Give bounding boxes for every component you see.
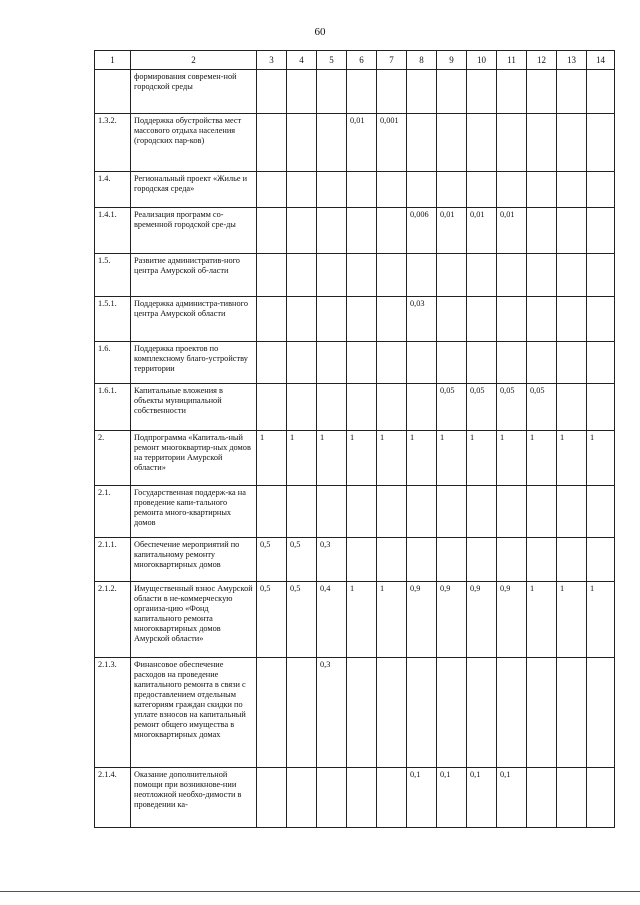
value-cell [497,658,527,768]
value-cell [437,342,467,384]
value-cell [407,70,437,114]
value-cell: 1 [437,431,467,486]
column-header: 12 [527,51,557,70]
value-cell: 1 [377,431,407,486]
value-cell [257,70,287,114]
value-cell [257,384,287,431]
row-code: 2. [95,431,131,486]
value-cell [377,768,407,828]
value-cell [437,658,467,768]
value-cell [527,297,557,342]
value-cell [347,297,377,342]
value-cell [347,342,377,384]
value-cell [287,172,317,208]
value-cell: 0,03 [407,297,437,342]
row-code: 1.5.1. [95,297,131,342]
value-cell [317,297,347,342]
value-cell: 0,3 [317,658,347,768]
value-cell: 1 [557,431,587,486]
value-cell [497,254,527,297]
value-cell [557,297,587,342]
column-header: 9 [437,51,467,70]
value-cell [587,342,615,384]
value-cell [557,486,587,538]
row-name: Обеспечение мероприятий по капитальному ремонту многоквартирных домов [131,538,257,582]
value-cell [527,172,557,208]
value-cell [527,538,557,582]
value-cell [587,768,615,828]
table-row [95,208,615,254]
value-cell [557,342,587,384]
value-cell [497,297,527,342]
value-cell [527,658,557,768]
value-cell [587,384,615,431]
value-cell [587,114,615,172]
value-cell [377,208,407,254]
value-cell [347,538,377,582]
value-cell [527,70,557,114]
row-name: формирования современ-ной городской среды [131,70,257,114]
value-cell [377,342,407,384]
value-cell [437,114,467,172]
value-cell [377,538,407,582]
value-cell [347,254,377,297]
value-cell [587,538,615,582]
bottom-rule [0,891,640,892]
value-cell [557,384,587,431]
value-cell [377,297,407,342]
row-code: 2.1. [95,486,131,538]
table-row [95,384,615,431]
value-cell [557,768,587,828]
value-cell [287,342,317,384]
value-cell [257,208,287,254]
value-cell [317,254,347,297]
row-code: 1.6. [95,342,131,384]
row-name: Финансовое обеспечение расходов на проведение капитального ремонта в связи с предоставлением отдельным категориям граждан скидки по уплате взносов на капитальный ремонт общего имущества в многоквартирных домах [131,658,257,768]
value-cell: 0,9 [407,582,437,658]
row-code: 1.6.1. [95,384,131,431]
value-cell [587,254,615,297]
value-cell [437,538,467,582]
value-cell [527,114,557,172]
value-cell [377,172,407,208]
row-code: 1.4. [95,172,131,208]
table-body [95,70,615,828]
column-header: 2 [131,51,257,70]
column-header: 11 [497,51,527,70]
value-cell: 0,5 [287,538,317,582]
row-name: Подпрограмма «Капиталь-ный ремонт многоквартир-ных домов на территории Амурской области» [131,431,257,486]
table-row [95,254,615,297]
table-row [95,582,615,658]
value-cell [497,538,527,582]
row-name: Развитие административ-ного центра Амурской об-ласти [131,254,257,297]
header-row [95,51,615,70]
value-cell [287,384,317,431]
value-cell: 0,9 [467,582,497,658]
value-cell [497,486,527,538]
value-cell [287,658,317,768]
value-cell [287,254,317,297]
value-cell: 1 [497,431,527,486]
value-cell [527,254,557,297]
value-cell [257,658,287,768]
value-cell [317,172,347,208]
value-cell [527,486,557,538]
value-cell [587,208,615,254]
table-row [95,658,615,768]
value-cell [467,342,497,384]
value-cell [407,486,437,538]
value-cell [347,384,377,431]
value-cell [467,658,497,768]
column-header: 7 [377,51,407,70]
table-row [95,114,615,172]
value-cell [467,297,497,342]
value-cell [557,658,587,768]
value-cell: 0,3 [317,538,347,582]
row-name: Региональный проект «Жилье и городская среда» [131,172,257,208]
value-cell [557,70,587,114]
value-cell [347,768,377,828]
value-cell [377,658,407,768]
column-header: 5 [317,51,347,70]
value-cell: 0,01 [497,208,527,254]
value-cell [407,342,437,384]
value-cell: 1 [587,582,615,658]
value-cell [317,208,347,254]
column-header: 13 [557,51,587,70]
value-cell [587,172,615,208]
value-cell [467,114,497,172]
value-cell: 1 [407,431,437,486]
value-cell: 0,01 [347,114,377,172]
value-cell [557,172,587,208]
row-name: Имущественный взнос Амурской области в не-коммерческую организа-цию «Фонд капитального ремонта многоквартирных домов Амурской области» [131,582,257,658]
row-code: 1.5. [95,254,131,297]
page-number: 60 [314,26,326,38]
row-name: Оказание дополнительной помощи при возникнове-нии неотложной необхо-димости в проведении ка- [131,768,257,828]
value-cell: 0,1 [407,768,437,828]
value-cell: 1 [317,431,347,486]
value-cell [557,208,587,254]
row-code [95,70,131,114]
value-cell: 1 [347,582,377,658]
value-cell: 1 [527,431,557,486]
value-cell: 0,01 [467,208,497,254]
table-row [95,297,615,342]
value-cell [377,384,407,431]
value-cell [437,486,467,538]
value-cell [257,297,287,342]
row-name: Поддержка обустройства мест массового отдыха населения (городских пар-ков) [131,114,257,172]
value-cell [407,538,437,582]
row-name: Поддержка администра-тивного центра Амурской области [131,297,257,342]
value-cell [257,486,287,538]
table-row [95,431,615,486]
row-code: 2.1.2. [95,582,131,658]
value-cell [347,172,377,208]
value-cell [347,70,377,114]
value-cell [257,254,287,297]
value-cell [407,254,437,297]
row-name: Поддержка проектов по комплексному благо-устройству территории [131,342,257,384]
row-code: 1.4.1. [95,208,131,254]
value-cell: 0,9 [437,582,467,658]
value-cell: 0,1 [437,768,467,828]
value-cell [287,486,317,538]
value-cell [437,70,467,114]
column-header: 6 [347,51,377,70]
table-row [95,486,615,538]
row-name: Реализация программ со-временной городской сре-ды [131,208,257,254]
value-cell: 0,9 [497,582,527,658]
row-name: Капитальные вложения в объекты муниципальной собственности [131,384,257,431]
value-cell: 1 [557,582,587,658]
value-cell: 1 [377,582,407,658]
value-cell [257,172,287,208]
value-cell: 0,05 [467,384,497,431]
value-cell [587,297,615,342]
value-cell [407,114,437,172]
value-cell [557,114,587,172]
value-cell [377,486,407,538]
value-cell: 0,5 [287,582,317,658]
value-cell [467,486,497,538]
value-cell [317,342,347,384]
value-cell: 0,05 [497,384,527,431]
value-cell [437,254,467,297]
value-cell [467,254,497,297]
value-cell: 0,001 [377,114,407,172]
value-cell [317,768,347,828]
value-cell [407,172,437,208]
table-row [95,538,615,582]
value-cell: 1 [527,582,557,658]
value-cell [527,768,557,828]
value-cell [287,114,317,172]
value-cell [317,486,347,538]
value-cell [587,486,615,538]
value-cell: 0,1 [497,768,527,828]
indicator-table [94,50,615,828]
value-cell [257,114,287,172]
value-cell: 1 [287,431,317,486]
value-cell [587,70,615,114]
row-code: 1.3.2. [95,114,131,172]
value-cell [317,114,347,172]
value-cell [497,70,527,114]
column-header: 14 [587,51,615,70]
table-row [95,342,615,384]
value-cell [347,658,377,768]
value-cell: 0,01 [437,208,467,254]
row-code: 2.1.1. [95,538,131,582]
value-cell [557,538,587,582]
row-code: 2.1.3. [95,658,131,768]
column-header: 4 [287,51,317,70]
value-cell [347,208,377,254]
value-cell [257,342,287,384]
value-cell [377,70,407,114]
table-row [95,172,615,208]
value-cell [587,658,615,768]
value-cell: 0,05 [527,384,557,431]
row-code: 2.1.4. [95,768,131,828]
value-cell [437,297,467,342]
value-cell [467,538,497,582]
value-cell [317,70,347,114]
value-cell [407,658,437,768]
column-header: 3 [257,51,287,70]
value-cell [287,768,317,828]
table-row [95,70,615,114]
value-cell [467,70,497,114]
value-cell [287,297,317,342]
value-cell [527,342,557,384]
value-cell [497,172,527,208]
column-header: 8 [407,51,437,70]
value-cell: 0,006 [407,208,437,254]
value-cell [347,486,377,538]
value-cell: 0,4 [317,582,347,658]
value-cell [467,172,497,208]
value-cell: 0,5 [257,582,287,658]
value-cell [497,114,527,172]
value-cell [557,254,587,297]
value-cell: 0,05 [437,384,467,431]
row-name: Государственная поддерж-ка на проведение капи-тального ремонта много-квартирных домов [131,486,257,538]
column-header: 1 [95,51,131,70]
value-cell [257,768,287,828]
value-cell [527,208,557,254]
value-cell [287,208,317,254]
table-row [95,768,615,828]
value-cell [497,342,527,384]
column-header: 10 [467,51,497,70]
value-cell [437,172,467,208]
value-cell: 0,5 [257,538,287,582]
value-cell [287,70,317,114]
value-cell: 1 [257,431,287,486]
value-cell: 1 [467,431,497,486]
value-cell: 1 [587,431,615,486]
value-cell: 0,1 [467,768,497,828]
value-cell [317,384,347,431]
value-cell [407,384,437,431]
value-cell: 1 [347,431,377,486]
value-cell [377,254,407,297]
